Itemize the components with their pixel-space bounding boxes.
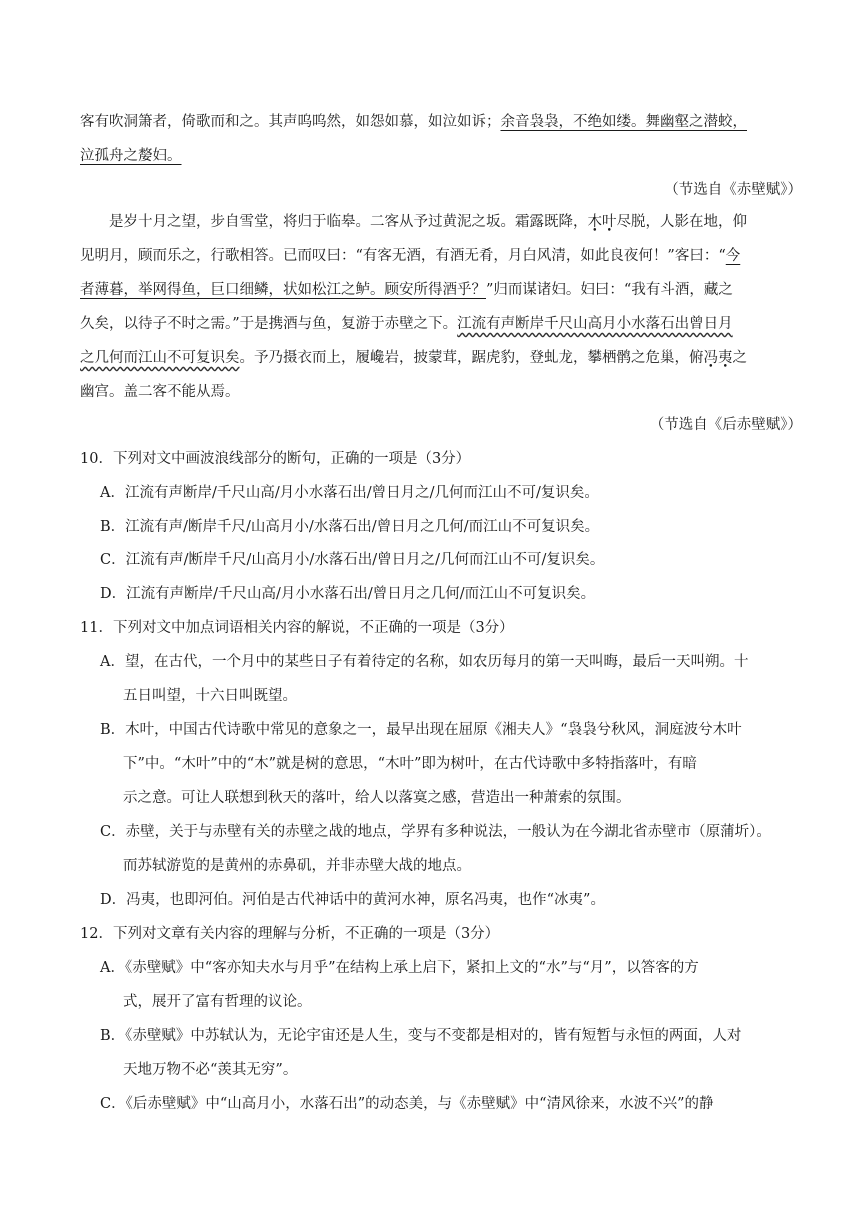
passage2-text: ”归而谋诸妇。妇曰：“我有斗酒，藏之 (486, 282, 733, 298)
question-11-option-c-cont: 而苏轼游览的是黄州的赤鼻矶，并非赤壁大战的地点。 (123, 858, 471, 874)
passage2-line1 (109, 212, 747, 232)
underlined-sentence-end: 泣孤舟之嫠妇。 (80, 148, 182, 164)
passage2-line4 (80, 314, 733, 334)
question-11-option-a: A．望，在古代，一个月中的某些日子有着待定的名称，如农历每月的第一天叫晦，最后一天叫朔。十 (100, 654, 749, 670)
question-12-option-a: A．《赤壁赋》中“客亦知夫水与月乎”在结构上承上启下，紧扣上文的“水”与“月”，以答客的方 (100, 960, 699, 976)
passage2-line2 (80, 246, 740, 266)
question-12-option-c: C．《后赤壁赋》中“山高月小，水落石出”的动态美，与《赤壁赋》中“清风徐来，水波不兴”的静 (100, 1096, 714, 1112)
wavy-underlined-text: 江流有声断岸千尺山高月小水落石出曾日月 (457, 316, 733, 332)
passage2-line3 (80, 280, 733, 300)
dotted-word: 夷 (718, 350, 733, 366)
question-10-option-d: D．江流有声断岸/千尺山高/月小水落石出/曾日月之几何/而江山不可复识矣。 (100, 586, 596, 602)
question-10-stem: 10．下列对文中画波浪线部分的断句，正确的一项是（3分） (80, 451, 471, 467)
wavy-underlined-text: 之几何而江山不可复识矣 (80, 350, 240, 366)
question-11-option-b: B．木叶，中国古代诗歌中常见的意象之一，最早出现在屈原《湘夫人》“袅袅兮秋风，洞庭波兮木叶 (100, 722, 742, 738)
question-11-option-a-cont: 五日叫望，十六日叫既望。 (123, 688, 297, 704)
passage2-line6: 幽宫。盖二客不能从焉。 (80, 384, 240, 400)
question-12-option-b-cont: 天地万物不必“羡其无穷”。 (123, 1062, 298, 1078)
question-10-option-b: B．江流有声/断岸千尺/山高月小/水落石出/曾日月之几何/而江山不可复识矣。 (100, 519, 600, 535)
dotted-word: 冯 (703, 350, 718, 366)
passage2-text: 是岁十月之望，步自雪堂，将归于临皋。二客从予过黄泥之坂。霜露既降， (109, 214, 588, 230)
passage1-line1 (80, 112, 747, 132)
passage2-text: 久矣，以待子不时之需。”于是携酒与鱼，复游于赤壁之下。 (80, 316, 458, 332)
question-11-option-b-cont2: 示之意。可让人联想到秋天的落叶，给人以落寞之感，营造出一种萧索的氛围。 (123, 790, 631, 806)
passage2-text: 见明月，顾而乐之，行歌相答。已而叹曰：“有客无酒，有酒无肴，月白风清，如此良夜何！”客曰：“ (80, 248, 726, 264)
passage2-text: 。予乃摄衣而上，履巉岩，披蒙茸，踞虎豹，登虬龙，攀栖鹘之危巢，俯 (239, 350, 704, 366)
underlined-sentence: 者薄暮，举网得鱼，巨口细鳞，状如松江之鲈。顾安所得酒乎？ (80, 282, 486, 298)
passage1-text: 客有吹洞箫者，倚歌而和之。其声呜呜然，如怨如慕，如泣如诉； (80, 114, 501, 130)
question-11-option-c: C．赤壁，关于与赤壁有关的赤壁之战的地点，学界有多种说法，一般认为在今湖北省赤壁市（原蒲圻）。 (100, 824, 771, 840)
question-12-option-a-cont: 式，展开了富有哲理的议论。 (123, 994, 312, 1010)
question-11-stem: 11．下列对文中加点词语相关内容的解说，不正确的一项是（3分） (80, 620, 514, 636)
passage2-text: 之 (732, 350, 747, 366)
passage2-text: 尽脱，人影在地，仰 (616, 214, 747, 230)
passage1-line2 (80, 146, 182, 166)
question-10-option-c: C．江流有声/断岸千尺/山高月小/水落石出/曾日月之/几何而江山不可/复识矣。 (100, 552, 605, 568)
passage2-line5 (80, 348, 747, 368)
underlined-sentence: 今 (725, 248, 741, 264)
dotted-word: 叶 (602, 214, 617, 230)
question-12-option-b: B．《赤壁赋》中苏轼认为，无论宇宙还是人生，变与不变都是相对的，皆有短暂与永恒的两面，人对 (100, 1028, 742, 1044)
question-12-stem: 12．下列对文章有关内容的理解与分析，不正确的一项是（3分） (80, 926, 500, 942)
passage2-source: （节选自《后赤壁赋》） (649, 417, 802, 433)
passage1-source: （节选自《赤壁赋》） (664, 182, 802, 198)
question-10-option-a: A．江流有声断岸/千尺山高/月小水落石出/曾日月之/几何而江山不可/复识矣。 (100, 485, 599, 501)
question-11-option-b-cont: 下”中。“木叶”中的“木”就是树的意思，“木叶”即为树叶，在古代诗歌中多特指落叶，有暗 (123, 756, 697, 772)
underlined-sentence: 余音袅袅，不绝如缕。舞幽壑之潜蛟， (500, 114, 747, 130)
dotted-word: 木 (587, 214, 602, 230)
question-11-option-d: D．冯夷，也即河伯。河伯是古代神话中的黄河水神，原名冯夷，也作“冰夷”。 (100, 892, 605, 908)
